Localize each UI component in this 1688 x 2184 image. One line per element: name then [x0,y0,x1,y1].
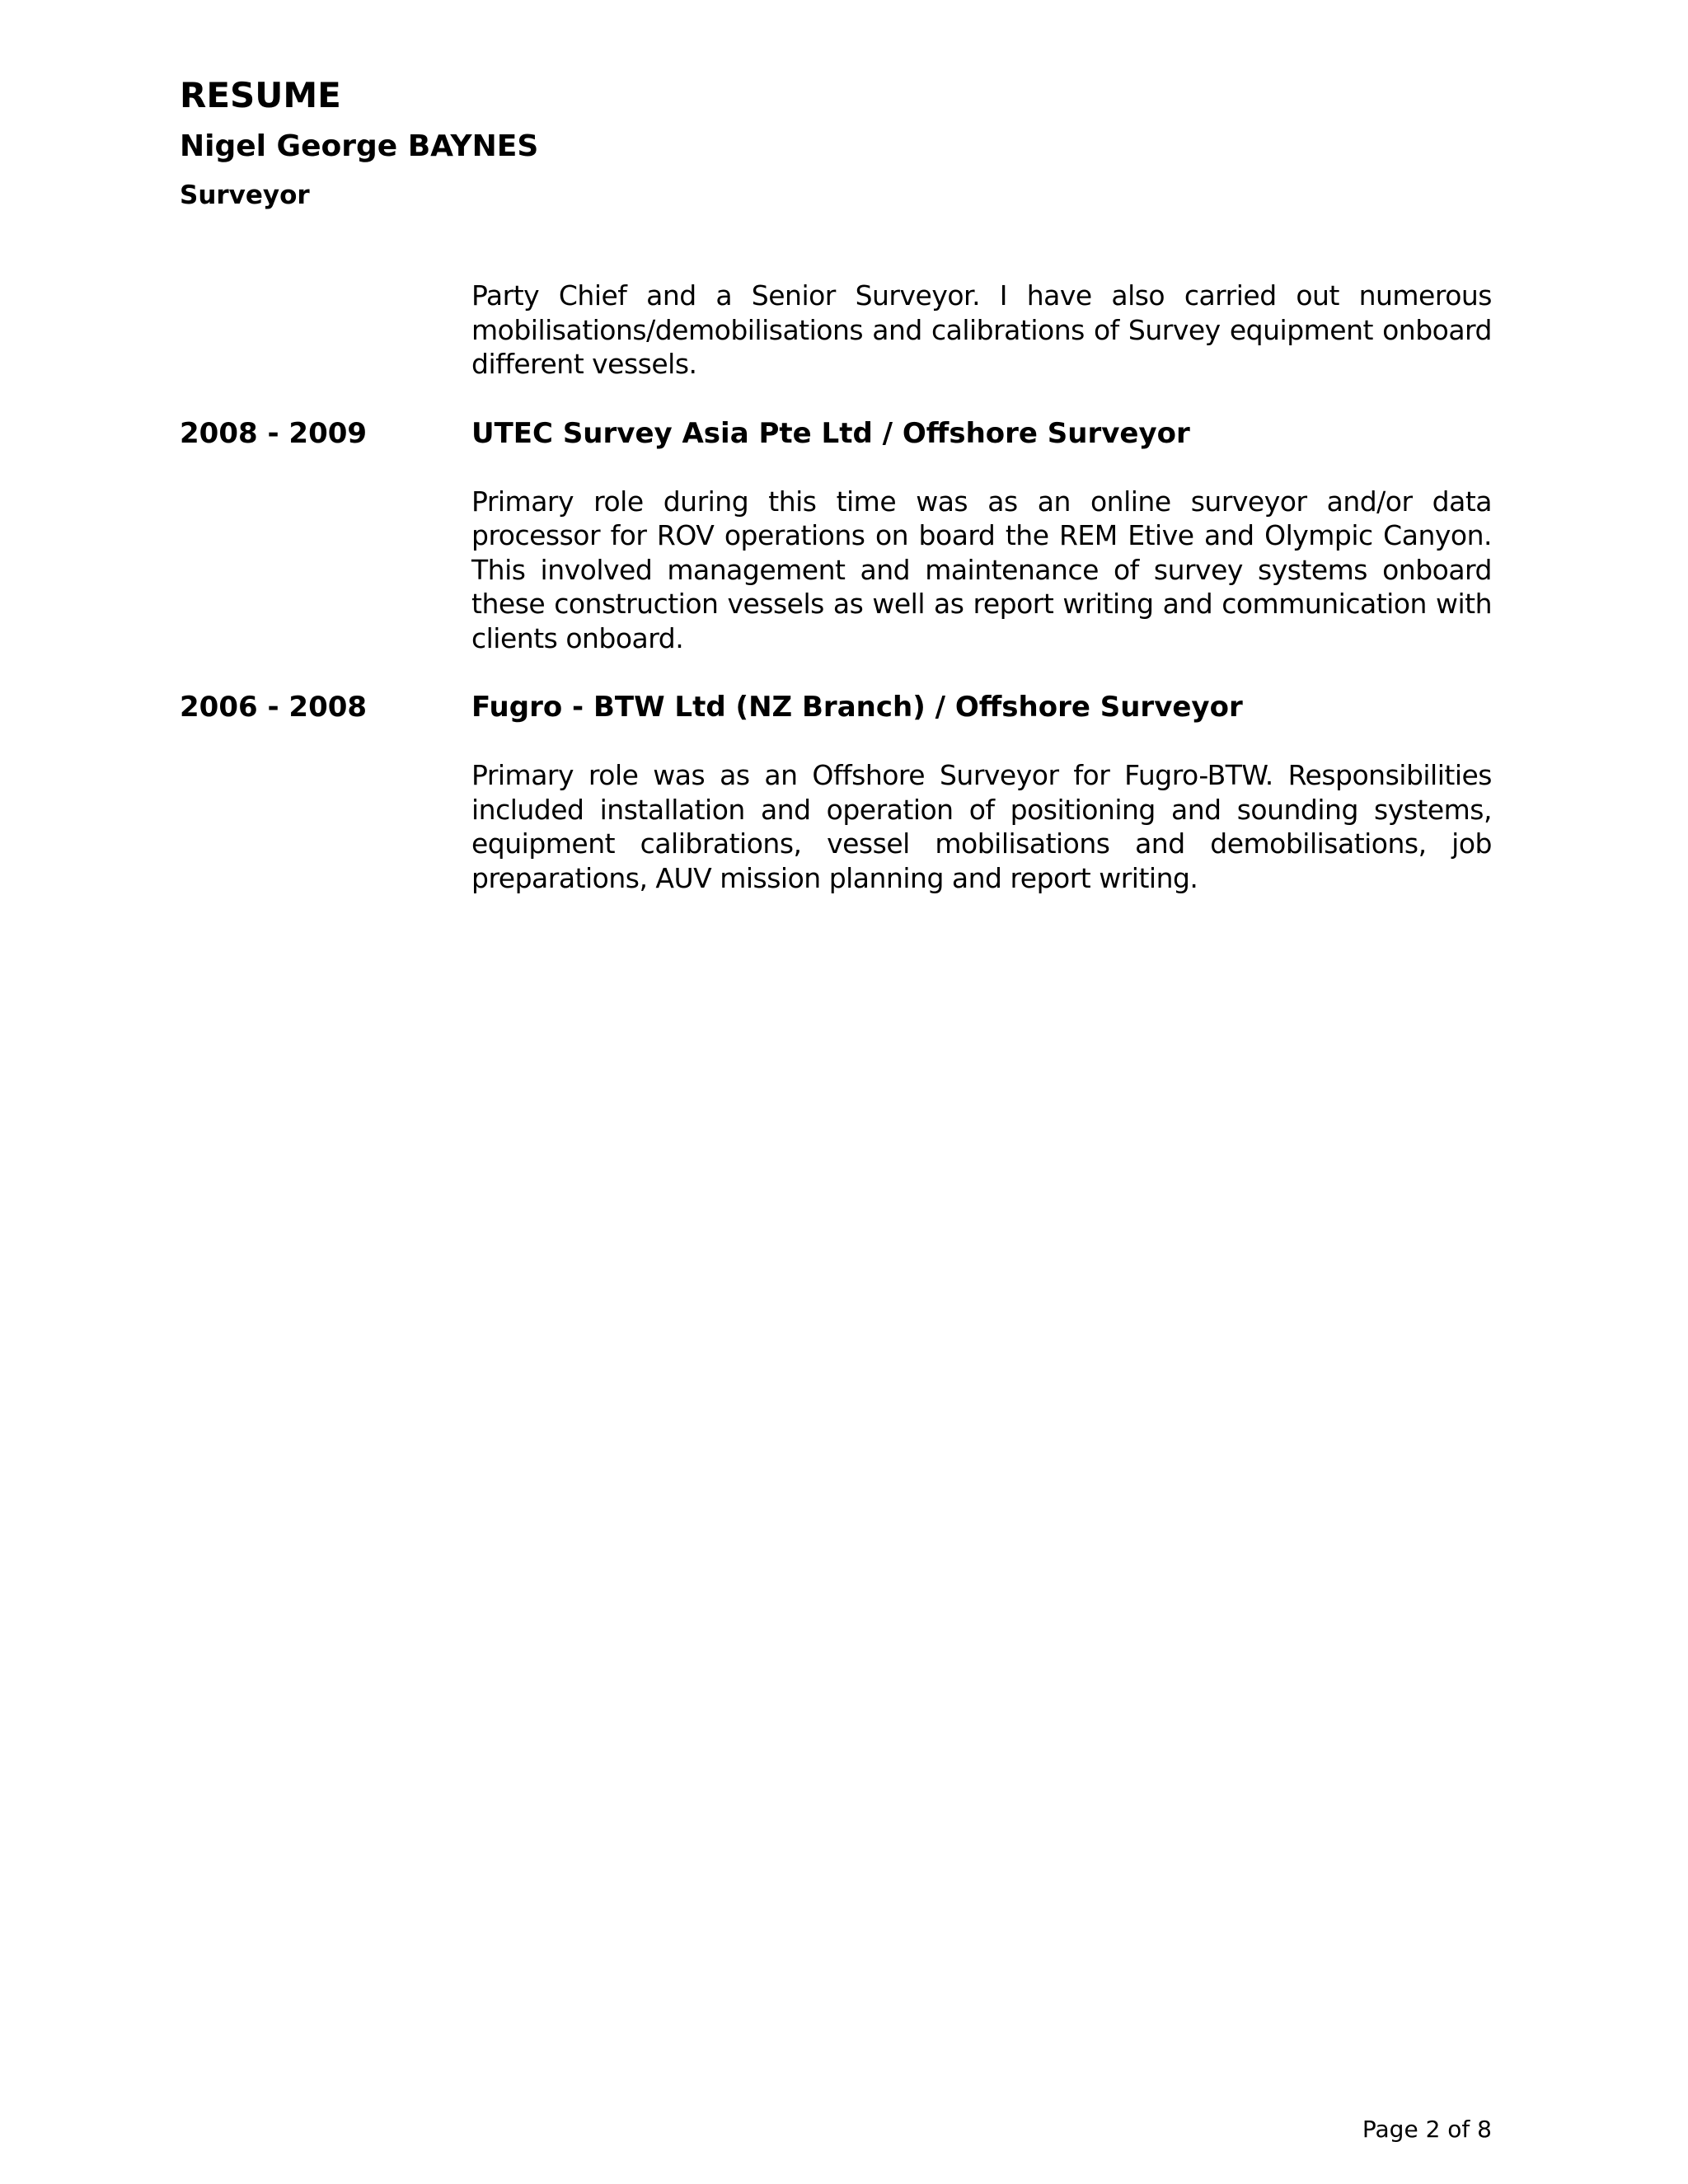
experience-entry [180,417,1492,656]
entry-description: Primary role during this time was as an online surveyor and/or data processor for ROV operations on board the REM Etive and Olympic Canyon. This involved management and maintenance of survey systems onboard these construction vessels as well as report writing and communication with clients onboard. [471,485,1492,654]
entry-body [471,417,1492,656]
entry-description: Party Chief and a Senior Surveyor. I have also carried out numerous mobilisations/demobilisations and calibrations of Survey equipment onboard different vessels. [471,279,1492,380]
experience-entry [180,279,1492,382]
entry-date: 2006 - 2008 [180,691,368,724]
resume-header [180,73,538,213]
page-number: Page 2 of 8 [1362,2116,1492,2143]
entry-heading: UTEC Survey Asia Pte Ltd / Offshore Surveyor [471,416,1190,450]
experience-list [180,279,1492,895]
person-name: Nigel George BAYNES [180,129,539,163]
experience-entry [180,691,1492,895]
document-title: RESUME [180,75,341,115]
entry-heading: Fugro - BTW Ltd (NZ Branch) / Offshore Surveyor [471,691,1243,724]
entry-body [471,691,1492,895]
entry-description: Primary role was as an Offshore Surveyor for Fugro-BTW. Responsibilities included installation and operation of positioning and sounding systems, equipment calibrations, vessel mobilisations and demobilisations, job preparations, AUV mission planning and report writing. [471,759,1492,894]
entry-date: 2008 - 2009 [180,416,368,450]
entry-body [471,279,1492,382]
person-role: Surveyor [180,180,310,210]
